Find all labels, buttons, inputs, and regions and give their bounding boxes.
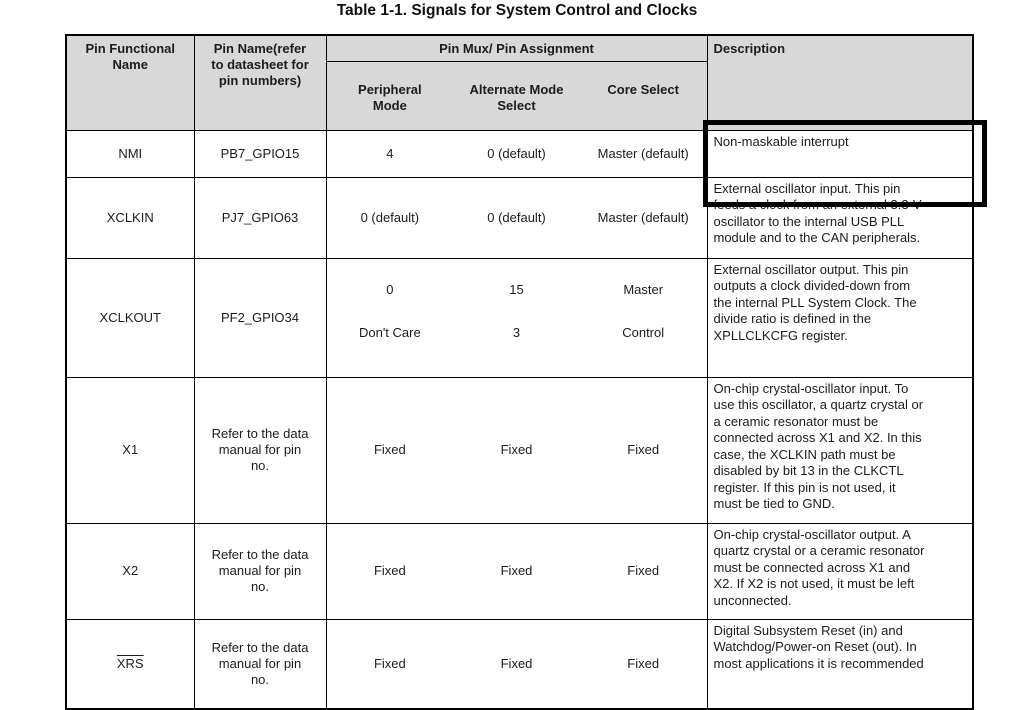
col-header-peripheral-mode: Peripheral Mode — [358, 81, 422, 113]
core-select-value: Master — [623, 281, 664, 297]
table-row-x1 — [66, 377, 973, 523]
peripheral-mode-value: 4 — [386, 145, 394, 161]
col-header-mux-subcolumns — [326, 61, 707, 130]
pin-mux-cell — [326, 130, 707, 177]
peripheral-mode-value: Don't Care — [358, 324, 421, 340]
pin-name-cell: PF2_GPIO34 — [194, 258, 326, 377]
table-row-x2 — [66, 523, 973, 619]
pin-functional-name-cell: XCLKIN — [66, 177, 194, 258]
mux-values-line — [327, 282, 707, 298]
peripheral-mode-value: Fixed — [373, 563, 406, 578]
description-cell: On-chip crystal-oscillator output. A quartz crystal or a ceramic resonator must be connected across X1 and X2. If X2 is not used, it must be left unconnected. — [707, 523, 973, 619]
col-header-pin-name: Pin Name(refer to datasheet for pin numbers) — [194, 35, 326, 130]
alternate-mode-select-value: Fixed — [500, 563, 533, 578]
col-header-pin-mux-group: Pin Mux/ Pin Assignment — [326, 35, 707, 61]
table-row-xclkout — [66, 258, 973, 377]
mux-values-stack — [327, 274, 707, 362]
description-cell: External oscillator output. This pin outputs a clock divided-down from the internal PLL System Clock. The divide ratio is defined in the XPLLCLKCFG register. — [707, 258, 973, 377]
table-body — [66, 130, 973, 709]
pin-name-cell: Refer to the data manual for pin no. — [194, 523, 326, 619]
description-cell-highlighted: External oscillator input. This pin feeds a clock from an external 3.3-V oscillator to the internal USB PLL module and to the CAN peripherals. — [707, 177, 973, 258]
peripheral-mode-value: 0 — [386, 281, 394, 297]
description-cell: Digital Subsystem Reset (in) and Watchdog/Power-on Reset (out). In most applications it is recommended — [707, 619, 973, 709]
pin-functional-name-cell: XCLKOUT — [66, 258, 194, 377]
col-header-description: Description — [707, 35, 973, 130]
core-select-value: Master (default) — [597, 209, 689, 225]
core-select-value: Fixed — [627, 563, 660, 578]
core-select-value: Fixed — [627, 655, 660, 671]
alternate-mode-select-value: 15 — [509, 281, 524, 297]
peripheral-mode-value: 0 (default) — [360, 209, 420, 225]
mux-values-line — [327, 563, 707, 579]
pin-functional-name-cell: X2 — [66, 523, 194, 619]
pin-name-cell: PJ7_GPIO63 — [194, 177, 326, 258]
peripheral-mode-value: Fixed — [373, 655, 406, 671]
mux-values-line — [327, 146, 707, 162]
col-header-pin-functional-name: Pin Functional Name — [66, 35, 194, 130]
col-header-alternate-mode-select: Alternate Mode Select — [469, 81, 564, 113]
pin-mux-cell — [326, 619, 707, 709]
pin-name-overline-text: $\overline{XRS}$ — [116, 655, 144, 671]
signals-table — [65, 34, 974, 710]
pin-name-cell: Refer to the data manual for pin no. — [194, 377, 326, 523]
alternate-mode-select-value: 0 (default) — [487, 145, 546, 161]
table-row-nmi — [66, 130, 973, 177]
description-cell: On-chip crystal-oscillator input. To use this oscillator, a quartz crystal or a ceramic resonator must be connected across X1 and X2. In this case, the XCLKIN path must be disabled by bit 13 in the CLKCTL register. If this pin is not used, it must be tied to GND. — [707, 377, 973, 523]
header-row-group — [66, 35, 973, 61]
pin-mux-cell — [326, 258, 707, 377]
table-header — [66, 35, 973, 130]
pin-mux-cell — [326, 377, 707, 523]
alternate-mode-select-value: Fixed — [500, 655, 533, 671]
table-title: Table 1-1. Signals for System Control and Clocks — [336, 2, 698, 19]
mux-values-line — [327, 325, 707, 341]
pin-name-cell: PB7_GPIO15 — [194, 130, 326, 177]
core-select-value: Master (default) — [597, 145, 689, 161]
pin-name-cell: Refer to the data manual for pin no. — [194, 619, 326, 709]
table-row-xrs — [66, 619, 973, 709]
pin-functional-name-cell — [66, 619, 194, 709]
table-row-xclkin — [66, 177, 973, 258]
pin-mux-cell — [326, 523, 707, 619]
mux-values-line — [327, 656, 707, 672]
alternate-mode-select-value: Fixed — [500, 442, 533, 457]
mux-values-line — [327, 210, 707, 226]
mux-values-line — [327, 442, 707, 458]
mux-subheader-row — [327, 78, 707, 114]
alternate-mode-select-value: 0 (default) — [487, 209, 546, 225]
core-select-value: Control — [622, 324, 665, 340]
pin-functional-name-cell: NMI — [66, 130, 194, 177]
pin-functional-name-cell: X1 — [66, 377, 194, 523]
core-select-value: Fixed — [627, 442, 660, 457]
peripheral-mode-value: Fixed — [373, 442, 406, 457]
alternate-mode-select-value: 3 — [512, 324, 521, 340]
pin-mux-cell — [326, 177, 707, 258]
col-header-core-select: Core Select — [607, 81, 679, 97]
description-cell: Non-maskable interrupt — [707, 130, 973, 177]
